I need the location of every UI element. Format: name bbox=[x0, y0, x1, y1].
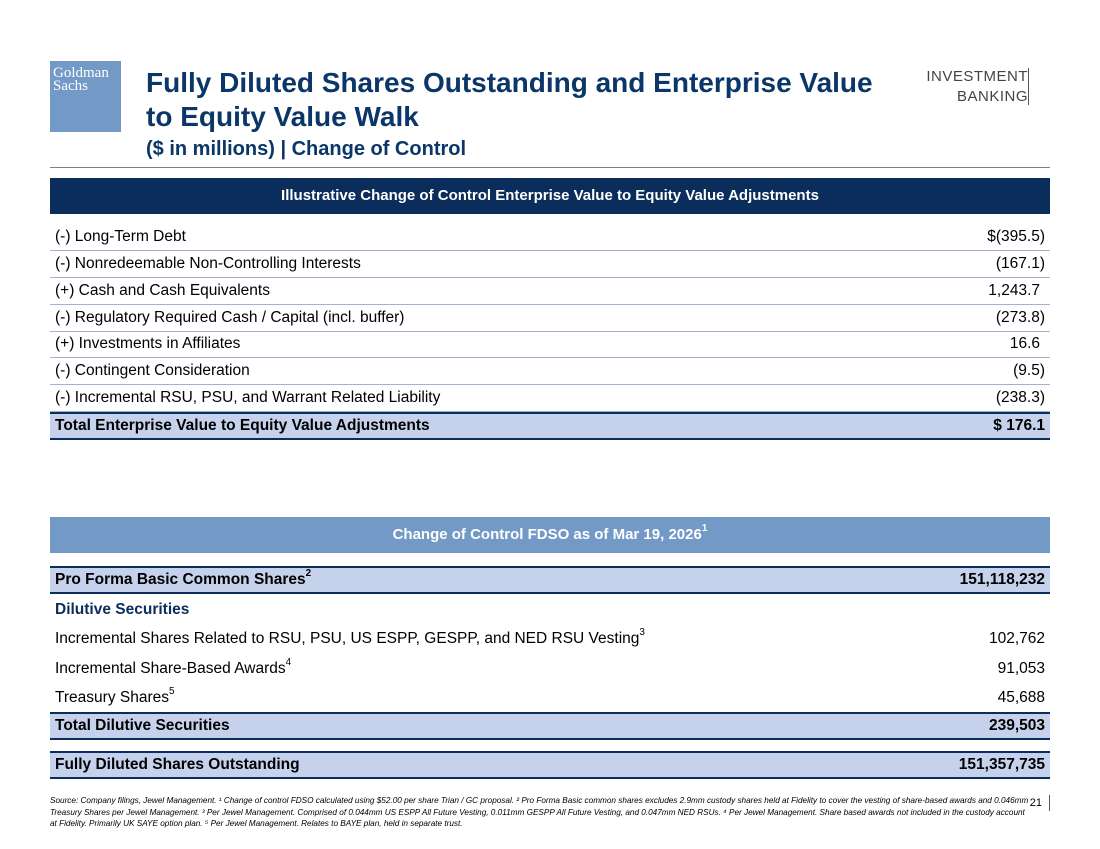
header-rule bbox=[50, 167, 1050, 168]
page-subtitle: ($ in millions) | Change of Control bbox=[146, 138, 467, 160]
goldman-sachs-logo: Goldman Sachs bbox=[50, 61, 121, 132]
ev-row bbox=[50, 305, 1050, 332]
ev-row-label: (-) Nonredeemable Non-Controlling Interests bbox=[55, 255, 361, 272]
ev-row-value: (167.1) bbox=[995, 255, 1045, 272]
dilutive-row-value: 91,053 bbox=[997, 660, 1045, 677]
basic-shares-value: 151,118,232 bbox=[959, 571, 1045, 588]
ev-total-row bbox=[50, 412, 1050, 440]
ev-row-value: 16.6 bbox=[1009, 335, 1040, 352]
dilutive-row-label-text: Treasury Shares bbox=[55, 689, 169, 706]
ev-row-value: (273.8) bbox=[995, 309, 1045, 326]
dilutive-securities-heading-text: Dilutive Securities bbox=[55, 601, 190, 618]
ev-table-heading: Illustrative Change of Control Enterprise Value to Equity Value Adjustments bbox=[50, 178, 1050, 214]
dilutive-row-label bbox=[55, 626, 645, 652]
dilutive-securities-heading bbox=[50, 597, 1050, 623]
basic-shares-label bbox=[55, 568, 311, 592]
ev-row-value: $(395.5) bbox=[987, 228, 1045, 245]
dilutive-row bbox=[50, 656, 1050, 682]
division-divider bbox=[1028, 68, 1029, 105]
total-dilutive-row bbox=[50, 712, 1050, 740]
basic-shares-footnote-ref: 2 bbox=[305, 567, 312, 579]
division-line-2: BANKING bbox=[956, 88, 1028, 105]
basic-shares-label-text: Pro Forma Basic Common Shares bbox=[55, 571, 306, 588]
dilutive-row bbox=[50, 685, 1050, 711]
ev-total-label: Total Enterprise Value to Equity Value Adjustments bbox=[55, 417, 430, 434]
ev-row-label: (-) Incremental RSU, PSU, and Warrant Related Liability bbox=[55, 389, 441, 406]
ev-row-label: (+) Cash and Cash Equivalents bbox=[55, 282, 270, 299]
ev-row bbox=[50, 224, 1050, 251]
ev-row bbox=[50, 385, 1050, 412]
source-footnote: Source: Company filings, Jewel Management. ¹ Change of control FDSO calculated using $52.00 per share Trian / GC proposal. ² Pro Forma Basic common shares excludes 2.9mm custody shares held at Fidelity to cover the vesting of share-based awards and 0.046mm Treasury Shares per Jewel Management. ³ Per Jewel Management. Comprised of 0.044mm US ESPP All Future Vesting, 0.011mm GESPP All Future Vesting, and 0.047mm NED RSUs. ⁴ Per Jewel Management. Share based awards not included in the custody account at Fidelity. Primarily UK SAYE option plan. ⁵ Per Jewel Management. Relates to BAYE plan, held in separate trust. bbox=[50, 796, 1029, 828]
division-label bbox=[926, 67, 1028, 107]
ev-total-value: $ 176.1 bbox=[993, 417, 1045, 434]
fdso-table-heading bbox=[50, 517, 1050, 553]
dilutive-row-label bbox=[55, 656, 291, 682]
fdso-heading-text: Change of Control FDSO as of Mar 19, 2026 bbox=[392, 526, 702, 543]
ev-row-value: 1,243.7 bbox=[988, 282, 1040, 299]
page-number-divider bbox=[1049, 795, 1050, 811]
dilutive-row-label bbox=[55, 685, 175, 711]
ev-row-label: (-) Contingent Consideration bbox=[55, 362, 250, 379]
fdso-row bbox=[50, 751, 1050, 779]
basic-shares-row bbox=[50, 566, 1050, 594]
ev-row bbox=[50, 331, 1050, 358]
dilutive-row-value: 102,762 bbox=[988, 630, 1045, 647]
ev-row-label: (-) Regulatory Required Cash / Capital (incl. buffer) bbox=[55, 309, 405, 326]
fdso-value: 151,357,735 bbox=[958, 756, 1045, 773]
dilutive-row-footnote-ref: 5 bbox=[169, 685, 175, 697]
fdso-heading-footnote-ref: 1 bbox=[701, 523, 708, 534]
division-line-1: INVESTMENT bbox=[926, 68, 1028, 85]
page-number: 21 bbox=[1029, 797, 1042, 809]
dilutive-row-label-text: Incremental Share-Based Awards bbox=[55, 660, 286, 677]
ev-row-label: (+) Investments in Affiliates bbox=[55, 335, 241, 352]
dilutive-row-footnote-ref: 3 bbox=[639, 626, 645, 638]
ev-row-value: (9.5) bbox=[1013, 362, 1045, 379]
ev-row bbox=[50, 278, 1050, 305]
total-dilutive-label: Total Dilutive Securities bbox=[55, 717, 230, 734]
dilutive-row bbox=[50, 626, 1050, 652]
fdso-label: Fully Diluted Shares Outstanding bbox=[55, 756, 300, 773]
ev-row bbox=[50, 251, 1050, 278]
dilutive-row-value: 45,688 bbox=[997, 689, 1045, 706]
total-dilutive-value: 239,503 bbox=[988, 717, 1045, 734]
dilutive-row-footnote-ref: 4 bbox=[285, 656, 292, 668]
page-title: Fully Diluted Shares Outstanding and Enterprise Value to Equity Value Walk bbox=[146, 67, 873, 132]
ev-row-value: (238.3) bbox=[995, 389, 1045, 406]
ev-row bbox=[50, 358, 1050, 385]
ev-row-label: (-) Long-Term Debt bbox=[55, 228, 186, 245]
dilutive-row-label-text: Incremental Shares Related to RSU, PSU, US ESPP, GESPP, and NED RSU Vesting bbox=[55, 630, 640, 647]
